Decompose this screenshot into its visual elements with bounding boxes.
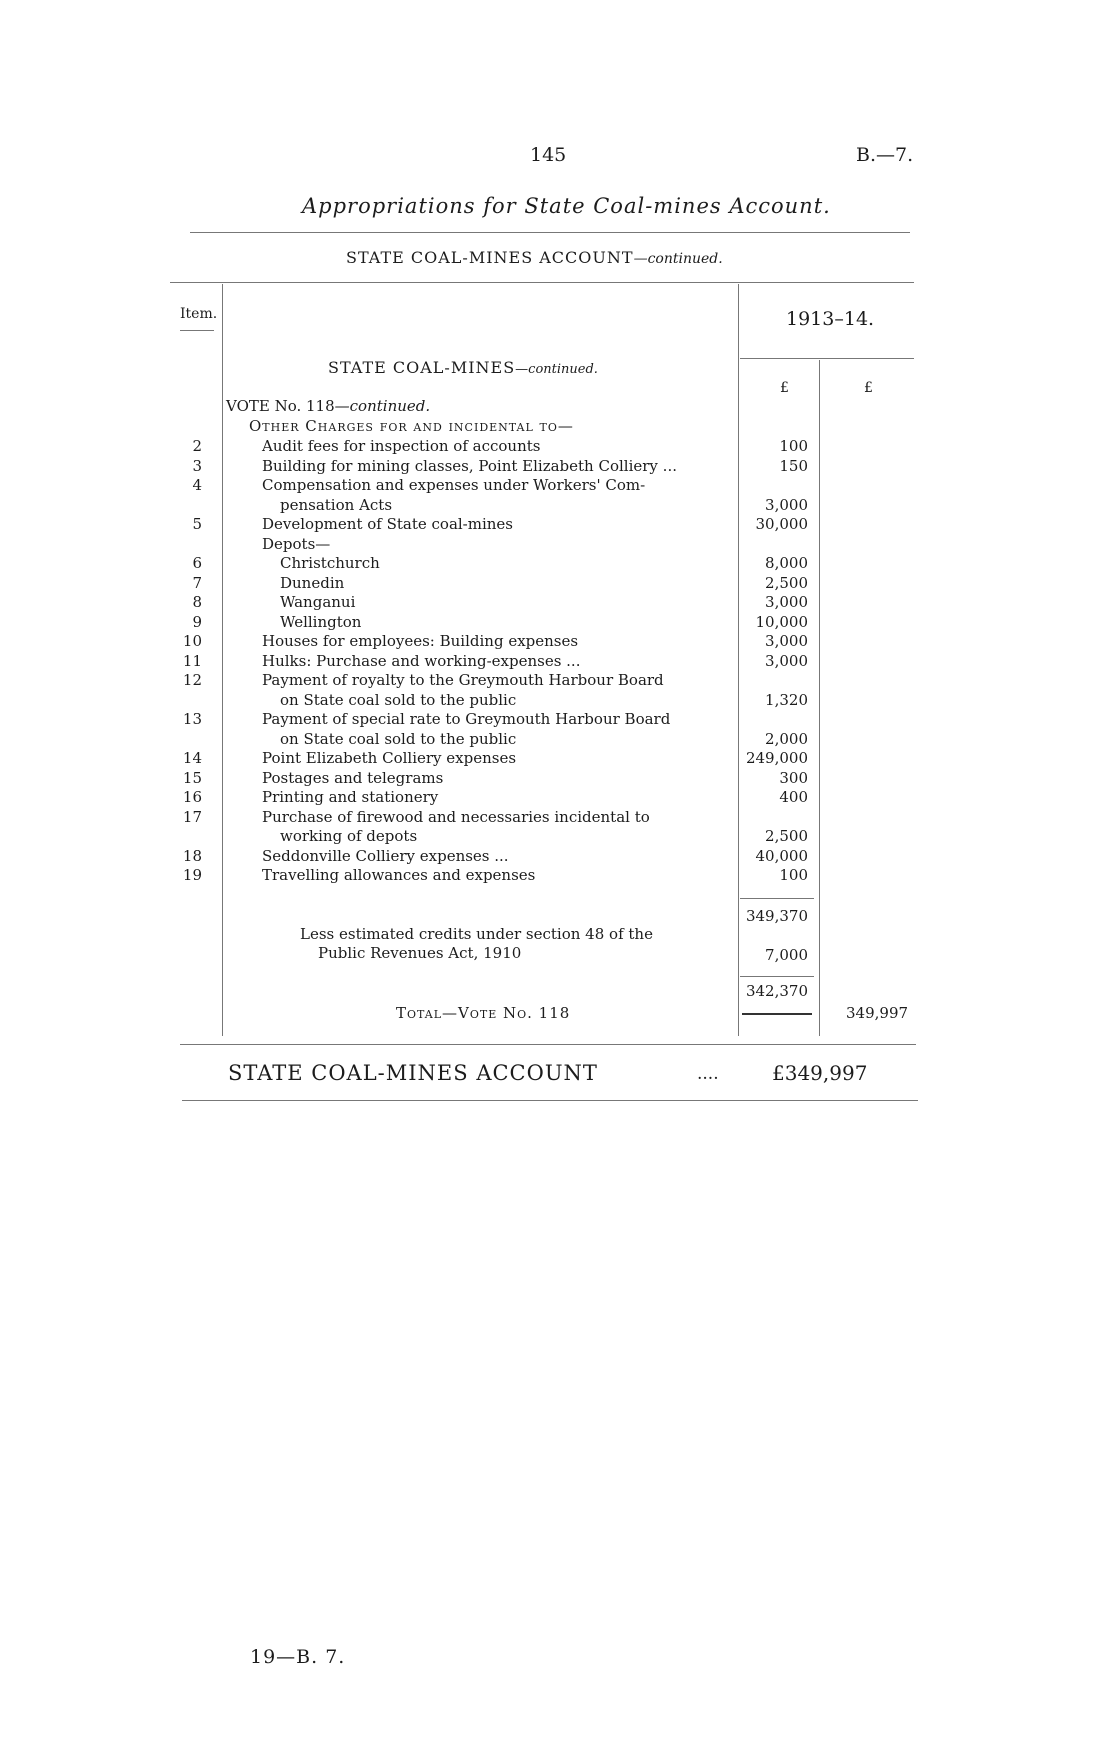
table-row xyxy=(0,437,1114,457)
table-top-rule xyxy=(170,282,914,283)
item-description: Postages and telegrams xyxy=(262,768,444,787)
item-number: 18 xyxy=(182,846,202,865)
item-amount: 300 xyxy=(779,768,808,787)
item-description: Building for mining classes, Point Elizabeth Colliery ... xyxy=(262,456,677,475)
page-number: 145 xyxy=(530,144,567,166)
item-description: working of depots xyxy=(280,827,418,845)
item-amount: 8,000 xyxy=(765,554,808,572)
item-description: Seddonville Colliery expenses ... xyxy=(262,846,509,865)
table-row xyxy=(0,476,1114,496)
item-description: Hulks: Purchase and working-expenses ... xyxy=(262,651,581,670)
year-underline xyxy=(740,358,914,359)
table-row xyxy=(0,593,1114,613)
net-total-rule xyxy=(740,976,814,977)
subsection-title-suffix: —continued. xyxy=(515,362,598,377)
net-total: 342,370 xyxy=(745,982,808,1000)
item-number: 4 xyxy=(192,476,202,494)
item-description: Wellington xyxy=(280,612,362,631)
item-amount: 30,000 xyxy=(755,515,808,533)
item-amount: 3,000 xyxy=(765,651,808,670)
item-number: 2 xyxy=(192,437,202,455)
item-number: 15 xyxy=(182,768,202,787)
item-amount: 2,500 xyxy=(765,827,808,845)
table-row xyxy=(0,652,1114,672)
item-underline xyxy=(180,330,214,331)
item-number: 12 xyxy=(182,671,202,689)
item-amount: 100 xyxy=(779,437,808,455)
item-description: Houses for employees: Building expenses xyxy=(262,632,579,650)
account-summary-label: STATE COAL-MINES ACCOUNT xyxy=(228,1061,598,1085)
item-amount: 100 xyxy=(779,866,808,884)
charges-heading: Other Charges for and incidental to— xyxy=(249,417,574,435)
credits-text-line-2: Public Revenues Act, 1910 xyxy=(318,944,522,962)
subsection-title-text: STATE COAL-MINES xyxy=(328,358,516,377)
table-row xyxy=(0,769,1114,789)
table-row xyxy=(0,691,1114,711)
table-row xyxy=(0,847,1114,867)
item-number: 14 xyxy=(182,749,202,767)
item-amount: 40,000 xyxy=(755,846,808,865)
table-row xyxy=(0,554,1114,574)
section-title xyxy=(346,248,723,267)
vote-title xyxy=(226,397,430,415)
item-amount: 3,000 xyxy=(765,632,808,650)
item-amount: 150 xyxy=(779,456,808,475)
item-description: Wanganui xyxy=(280,593,356,611)
credits-amount: 7,000 xyxy=(765,946,808,964)
pound-sign-amounts: £ xyxy=(780,380,789,396)
item-description: Audit fees for inspection of accounts xyxy=(262,437,541,455)
credits-text-line-1: Less estimated credits under section 48 of the xyxy=(300,925,653,943)
subsection-title xyxy=(328,358,598,377)
title-rule xyxy=(190,232,910,233)
gross-total: 349,370 xyxy=(745,907,808,925)
vote-total-amount: 349,997 xyxy=(846,1004,909,1022)
footer-signature: 19—B. 7. xyxy=(250,1646,346,1668)
section-title-text: STATE COAL-MINES ACCOUNT xyxy=(346,248,634,267)
item-description: Dunedin xyxy=(280,573,345,592)
table-row xyxy=(0,749,1114,769)
item-description: Depots— xyxy=(262,534,331,553)
table-row xyxy=(0,866,1114,886)
vote-total-label: Total—Vote No. 118 xyxy=(396,1004,571,1022)
table-row xyxy=(0,574,1114,594)
item-amount: 3,000 xyxy=(765,495,808,514)
vote-title-text: VOTE No. 118 xyxy=(226,397,335,415)
section-title-suffix: —continued. xyxy=(633,251,723,267)
item-description: Printing and stationery xyxy=(262,788,439,806)
summary-rule xyxy=(182,1100,918,1101)
table-row xyxy=(0,710,1114,730)
table-row xyxy=(0,827,1114,847)
table-row xyxy=(0,613,1114,633)
item-column-header: Item. xyxy=(180,306,218,322)
table-row xyxy=(0,535,1114,555)
item-number: 10 xyxy=(182,632,202,650)
item-description: Payment of special rate to Greymouth Harbour Board xyxy=(262,710,671,728)
table-row xyxy=(0,671,1114,691)
table-row xyxy=(0,808,1114,828)
item-amount: 400 xyxy=(779,788,808,806)
item-amount: 3,000 xyxy=(765,593,808,611)
item-amount: 2,000 xyxy=(765,729,808,748)
item-number: 19 xyxy=(182,866,202,884)
item-number: 6 xyxy=(192,554,202,572)
account-summary-total: £349,997 xyxy=(772,1061,868,1085)
item-amount: 10,000 xyxy=(755,612,808,631)
table-row xyxy=(0,788,1114,808)
net-total-underline xyxy=(742,1013,812,1015)
item-number: 8 xyxy=(192,593,202,611)
table-row xyxy=(0,632,1114,652)
item-description: Payment of royalty to the Greymouth Harbour Board xyxy=(262,671,664,689)
item-amount: 249,000 xyxy=(745,749,808,767)
item-description: Christchurch xyxy=(280,554,380,572)
item-number: 5 xyxy=(192,515,202,533)
item-description: pensation Acts xyxy=(280,495,393,514)
table-row xyxy=(0,496,1114,516)
item-description: Point Elizabeth Colliery expenses xyxy=(262,749,517,767)
item-number: 3 xyxy=(192,456,202,475)
item-description: on State coal sold to the public xyxy=(280,729,517,748)
table-row xyxy=(0,730,1114,750)
item-description: Development of State coal-mines xyxy=(262,515,514,533)
page-title: Appropriations for State Coal-mines Account. xyxy=(302,194,831,218)
account-summary-leader: .... xyxy=(697,1064,719,1084)
item-description: Purchase of firewood and necessaries incidental to xyxy=(262,807,650,826)
table-bottom-rule xyxy=(180,1044,916,1045)
item-description: Travelling allowances and expenses xyxy=(262,866,536,884)
item-description: Compensation and expenses under Workers' Com- xyxy=(262,476,646,494)
pound-sign-totals: £ xyxy=(864,380,873,396)
item-amount: 2,500 xyxy=(765,573,808,592)
item-number: 17 xyxy=(182,807,202,826)
table-row xyxy=(0,457,1114,477)
item-description: on State coal sold to the public xyxy=(280,690,517,709)
item-number: 11 xyxy=(182,651,202,670)
document-reference: B.—7. xyxy=(856,144,914,166)
subtotal-rule xyxy=(740,898,814,899)
item-number: 13 xyxy=(182,710,202,728)
item-amount: 1,320 xyxy=(765,690,808,709)
vote-title-suffix: —continued. xyxy=(334,397,431,415)
item-number: 9 xyxy=(192,612,202,631)
item-number: 7 xyxy=(192,573,202,592)
table-row xyxy=(0,515,1114,535)
year-column-header: 1913–14. xyxy=(786,308,875,330)
item-number: 16 xyxy=(182,788,202,806)
